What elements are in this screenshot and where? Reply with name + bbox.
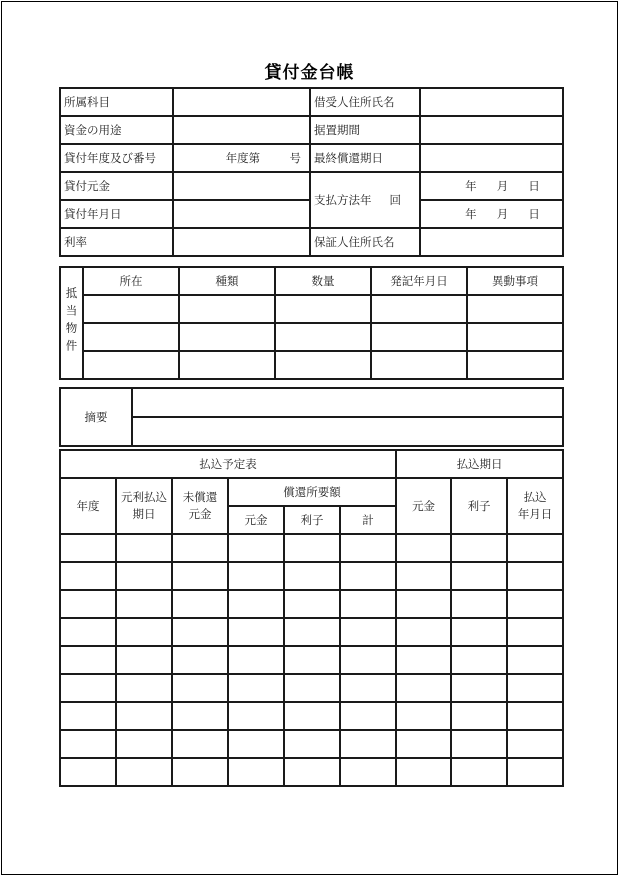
schedule-cell[interactable] [451, 758, 507, 786]
header-actual: 払込期日 [396, 450, 563, 478]
schedule-cell[interactable] [451, 730, 507, 758]
schedule-cell[interactable] [284, 702, 340, 730]
schedule-cell[interactable] [340, 646, 396, 674]
schedule-cell[interactable] [507, 590, 563, 618]
schedule-cell[interactable] [284, 534, 340, 562]
schedule-cell[interactable] [116, 730, 172, 758]
header-planned: 払込予定表 [60, 450, 396, 478]
schedule-cell[interactable] [172, 646, 228, 674]
label-payment-method [310, 172, 420, 228]
collateral-cell[interactable] [371, 323, 467, 351]
schedule-row [60, 674, 563, 702]
field-shozoku[interactable] [173, 88, 310, 116]
schedule-cell[interactable] [284, 562, 340, 590]
schedule-cell[interactable] [507, 674, 563, 702]
schedule-cell[interactable] [451, 646, 507, 674]
schedule-cell[interactable] [116, 534, 172, 562]
collateral-cell[interactable] [179, 295, 275, 323]
schedule-cell[interactable] [172, 702, 228, 730]
schedule-body [60, 534, 563, 786]
schedule-cell[interactable] [116, 758, 172, 786]
collateral-side-label [60, 267, 83, 379]
summary-row [60, 417, 563, 446]
collateral-cell[interactable] [467, 351, 563, 379]
schedule-cell[interactable] [284, 730, 340, 758]
schedule-cell[interactable] [60, 702, 116, 730]
schedule-cell[interactable] [340, 590, 396, 618]
header-paid-line1: 払込 [523, 490, 547, 504]
summary-row [60, 388, 563, 417]
schedule-cell[interactable] [396, 618, 451, 646]
collateral-cell[interactable] [467, 323, 563, 351]
header-year: 年度 [60, 478, 116, 534]
header-changes: 異動事項 [467, 267, 563, 295]
payment-schedule-table [59, 449, 564, 787]
collateral-cell[interactable] [179, 323, 275, 351]
collateral-cell[interactable] [83, 351, 179, 379]
schedule-cell[interactable] [284, 646, 340, 674]
label-final-due: 最終償還期日 [310, 144, 420, 172]
label-year-number: 貸付年度及び番号 [60, 144, 173, 172]
collateral-cell[interactable] [275, 351, 371, 379]
schedule-cell[interactable] [507, 758, 563, 786]
header-type: 種類 [179, 267, 275, 295]
schedule-cell[interactable] [228, 758, 284, 786]
schedule-cell[interactable] [396, 562, 451, 590]
schedule-cell[interactable] [396, 702, 451, 730]
field-year-number[interactable] [173, 144, 310, 172]
schedule-row [60, 702, 563, 730]
header-unpaid-line1: 未償還 [182, 490, 218, 504]
label-rate: 利率 [60, 228, 173, 256]
schedule-cell[interactable] [340, 758, 396, 786]
schedule-cell[interactable] [507, 702, 563, 730]
schedule-cell[interactable] [172, 618, 228, 646]
schedule-cell[interactable] [340, 702, 396, 730]
schedule-cell[interactable] [60, 674, 116, 702]
info-row [60, 88, 563, 116]
month-mark: 月 [496, 179, 509, 193]
info-row [60, 116, 563, 144]
schedule-cell[interactable] [172, 590, 228, 618]
year-mark: 年度第 [225, 151, 261, 165]
field-principal[interactable] [173, 172, 310, 200]
info-row [60, 144, 563, 172]
schedule-row [60, 590, 563, 618]
schedule-cell[interactable] [507, 618, 563, 646]
header-location: 所在 [83, 267, 179, 295]
summary-table [59, 387, 564, 447]
summary-field-1[interactable] [132, 388, 563, 417]
summary-label: 摘要 [60, 388, 132, 446]
collateral-cell[interactable] [83, 295, 179, 323]
schedule-row [60, 562, 563, 590]
schedule-cell[interactable] [116, 702, 172, 730]
field-grace[interactable] [420, 116, 563, 144]
schedule-cell[interactable] [507, 534, 563, 562]
schedule-cell[interactable] [451, 590, 507, 618]
schedule-cell[interactable] [284, 758, 340, 786]
field-loan-date[interactable] [173, 200, 310, 228]
header-act-interest: 利子 [451, 478, 507, 534]
field-payment-date-2[interactable] [420, 200, 563, 228]
collateral-row [60, 295, 563, 323]
schedule-cell[interactable] [116, 590, 172, 618]
schedule-cell[interactable] [451, 674, 507, 702]
header-unpaid-line2: 元金 [188, 507, 212, 521]
day-mark: 日 [528, 179, 540, 193]
schedule-cell[interactable] [60, 562, 116, 590]
collateral-cell[interactable] [467, 295, 563, 323]
schedule-cell[interactable] [284, 618, 340, 646]
schedule-group-row [60, 450, 563, 478]
schedule-cell[interactable] [172, 730, 228, 758]
schedule-cell[interactable] [507, 646, 563, 674]
month-mark: 月 [496, 207, 509, 221]
field-purpose[interactable] [173, 116, 310, 144]
year-mark: 年 [465, 207, 477, 221]
schedule-cell[interactable] [116, 618, 172, 646]
collateral-row [60, 351, 563, 379]
schedule-cell[interactable] [116, 674, 172, 702]
collateral-side-text: 抵当物件 [64, 286, 79, 357]
schedule-cell[interactable] [228, 730, 284, 758]
schedule-row [60, 758, 563, 786]
info-row [60, 172, 563, 200]
document-title: 貸付金台帳 [264, 63, 355, 83]
schedule-row [60, 534, 563, 562]
field-final-due[interactable] [420, 144, 563, 172]
schedule-cell[interactable] [172, 758, 228, 786]
schedule-cell[interactable] [340, 618, 396, 646]
schedule-cell[interactable] [396, 646, 451, 674]
schedule-cell[interactable] [396, 730, 451, 758]
schedule-cell[interactable] [396, 534, 451, 562]
collateral-cell[interactable] [83, 323, 179, 351]
label-principal: 貸付元金 [60, 172, 173, 200]
label-loan-date: 貸付年月日 [60, 200, 173, 228]
schedule-cell[interactable] [340, 730, 396, 758]
field-guarantor[interactable] [420, 228, 563, 256]
collateral-cell[interactable] [275, 323, 371, 351]
schedule-cell[interactable] [451, 534, 507, 562]
collateral-table [59, 266, 564, 380]
schedule-cell[interactable] [451, 702, 507, 730]
header-interest: 利子 [284, 506, 340, 534]
label-purpose: 資金の用途 [60, 116, 173, 144]
schedule-cell[interactable] [228, 618, 284, 646]
header-act-principal: 元金 [396, 478, 451, 534]
schedule-cell[interactable] [284, 674, 340, 702]
header-required: 償還所要額 [228, 478, 396, 506]
number-mark: 号 [289, 151, 301, 165]
header-due-line1: 元利払込 [121, 490, 167, 504]
schedule-row [60, 618, 563, 646]
collateral-row [60, 323, 563, 351]
schedule-cell[interactable] [451, 618, 507, 646]
schedule-cell[interactable] [228, 702, 284, 730]
schedule-cell[interactable] [396, 590, 451, 618]
label-shozoku: 所属科目 [60, 88, 173, 116]
collateral-cell[interactable] [275, 295, 371, 323]
year-mark: 年 [465, 179, 477, 193]
schedule-cell[interactable] [451, 562, 507, 590]
loan-info-table [59, 87, 564, 257]
header-total: 計 [340, 506, 396, 534]
schedule-cell[interactable] [228, 674, 284, 702]
schedule-cell[interactable] [60, 758, 116, 786]
schedule-row [60, 646, 563, 674]
field-rate[interactable] [173, 228, 310, 256]
schedule-cell[interactable] [228, 590, 284, 618]
times-mark: 回 [389, 193, 401, 207]
schedule-cell[interactable] [228, 534, 284, 562]
header-paid-line2: 年月日 [517, 507, 553, 521]
header-paid-date [507, 478, 563, 534]
schedule-cell[interactable] [172, 562, 228, 590]
field-borrower[interactable] [420, 88, 563, 116]
schedule-cell[interactable] [340, 674, 396, 702]
label-guarantor: 保証人住所氏名 [310, 228, 420, 256]
schedule-cell[interactable] [116, 562, 172, 590]
schedule-cell[interactable] [284, 590, 340, 618]
header-due-line2: 期日 [132, 507, 156, 521]
header-unpaid [172, 478, 228, 534]
schedule-cell[interactable] [507, 562, 563, 590]
schedule-cell[interactable] [396, 674, 451, 702]
schedule-cell[interactable] [228, 562, 284, 590]
schedule-cell[interactable] [228, 646, 284, 674]
collateral-cell[interactable] [371, 351, 467, 379]
info-row [60, 228, 563, 256]
schedule-cell[interactable] [507, 730, 563, 758]
label-borrower: 借受人住所氏名 [310, 88, 420, 116]
header-due [116, 478, 172, 534]
schedule-cell[interactable] [60, 534, 116, 562]
day-mark: 日 [528, 207, 540, 221]
schedule-cell[interactable] [60, 618, 116, 646]
schedule-cell[interactable] [60, 590, 116, 618]
header-principal: 元金 [228, 506, 284, 534]
collateral-header-row [60, 267, 563, 295]
schedule-row [60, 730, 563, 758]
schedule-cell[interactable] [116, 646, 172, 674]
schedule-cell[interactable] [60, 646, 116, 674]
header-quantity: 数量 [275, 267, 371, 295]
schedule-header-row [60, 478, 563, 506]
field-payment-date-1[interactable] [420, 172, 563, 200]
schedule-cell[interactable] [340, 534, 396, 562]
schedule-cell[interactable] [172, 674, 228, 702]
header-registered-date: 発記年月日 [371, 267, 467, 295]
collateral-cell[interactable] [371, 295, 467, 323]
schedule-cell[interactable] [340, 562, 396, 590]
schedule-cell[interactable] [60, 730, 116, 758]
schedule-cell[interactable] [172, 534, 228, 562]
summary-field-2[interactable] [132, 417, 563, 446]
schedule-cell[interactable] [396, 758, 451, 786]
collateral-cell[interactable] [179, 351, 275, 379]
label-grace: 据置期間 [310, 116, 420, 144]
payment-method-text: 支払方法年 [314, 193, 372, 207]
